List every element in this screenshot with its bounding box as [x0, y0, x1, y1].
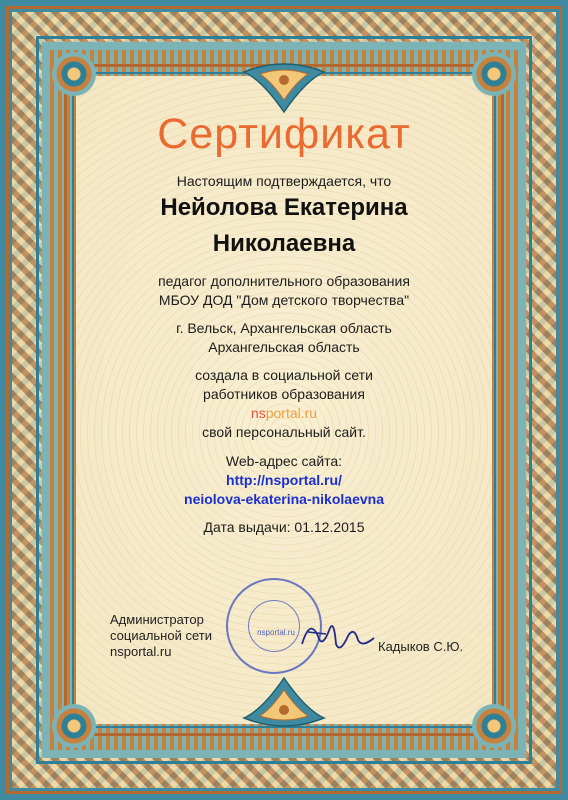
site-url-line1[interactable]: http://nsportal.ru/ — [226, 472, 342, 488]
seal-stamp-inner — [248, 600, 300, 652]
corner-ornament-icon — [52, 52, 96, 96]
recipient-name-line1: Нейолова Екатерина — [160, 194, 408, 221]
admin-line2: социальной сети — [110, 628, 212, 643]
location-line2: Архангельская область — [208, 339, 360, 355]
position-line2: МБОУ ДОД "Дом детского творчества" — [158, 292, 410, 308]
corner-ornament-icon — [472, 52, 516, 96]
admin-line3: nsportal.ru — [110, 644, 172, 659]
corner-ornament-icon — [52, 704, 96, 748]
site-name — [76, 404, 492, 423]
confirm-text: Настоящим подтверждается, что — [176, 173, 392, 189]
location-line1: г. Вельск, Архангельская область — [176, 320, 392, 336]
bottom-ornament-icon — [236, 674, 332, 730]
signature-icon — [296, 614, 380, 658]
personal-site-text: свой персональный сайт. — [202, 424, 366, 440]
position-line1: педагог дополнительного образования — [158, 273, 410, 289]
stamp-text: nsportal.ru — [257, 628, 295, 637]
created-line2: работников образования — [203, 386, 365, 402]
certificate-title: Сертификат — [157, 110, 411, 158]
corner-ornament-icon — [472, 704, 516, 748]
web-address-label: Web-адрес сайта: — [225, 453, 343, 469]
site-name-portal: portal.ru — [265, 405, 318, 421]
top-ornament-icon — [236, 60, 332, 116]
site-name-ns: ns — [250, 405, 266, 421]
signer-name: Кадыков С.Ю. — [378, 639, 464, 654]
recipient-name-line2: Николаевна — [212, 230, 356, 257]
issue-date: Дата выдачи: 01.12.2015 — [203, 519, 365, 535]
admin-line1: Администратор — [110, 612, 204, 627]
site-url-line2[interactable]: neiolova-ekaterina-nikolaevna — [184, 491, 384, 507]
admin-block — [110, 612, 230, 660]
created-line1: создала в социальной сети — [195, 367, 373, 383]
